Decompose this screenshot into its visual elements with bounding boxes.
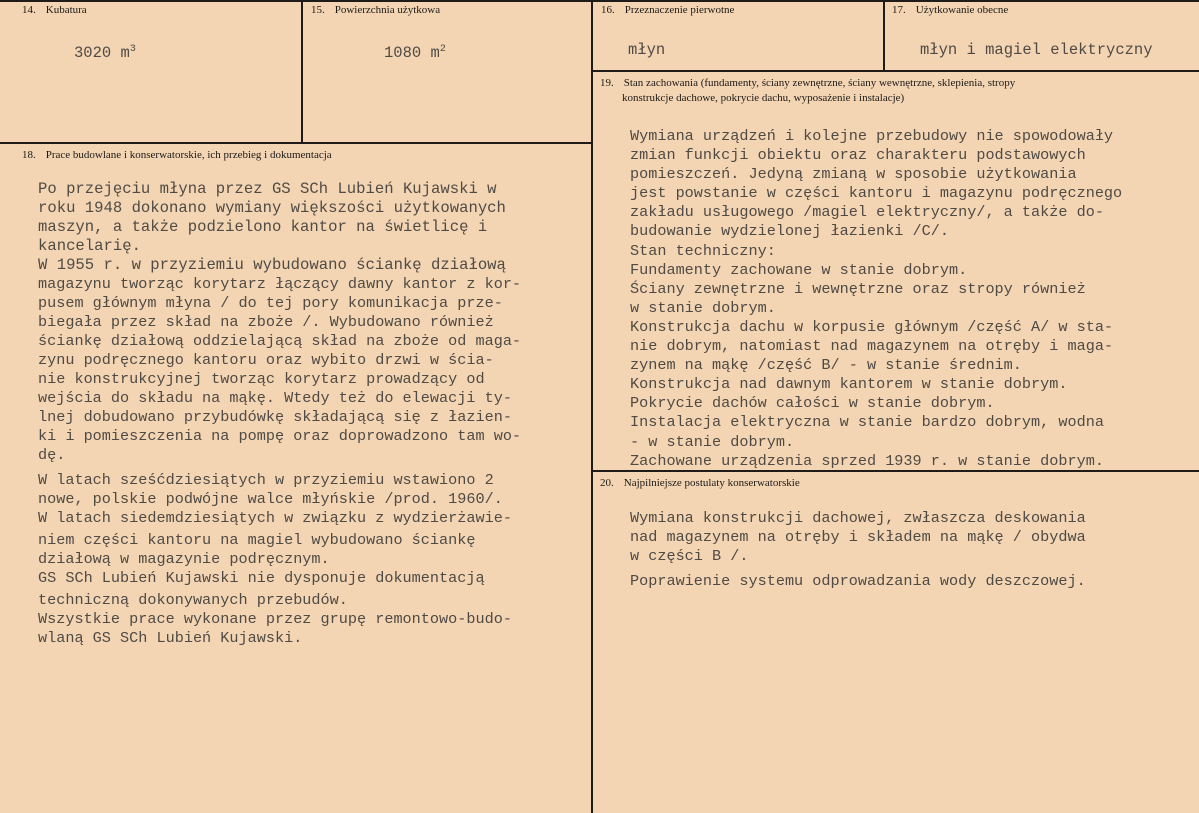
text-line: działową w magazynie podręcznym. [38,550,330,568]
text-line: ki i pomieszczenia na pompę oraz doprowadzono tam wo- [38,427,522,445]
text-line: nie konstrukcyjnej tworząc korytarz prowadzący od [38,370,485,388]
text-line: Pokrycie dachów całości w stanie dobrym. [630,394,995,413]
text-line: dę. [38,446,66,464]
field-20-title: Najpilniejsze postulaty konserwatorskie [623,477,800,489]
powierzchnia-unit-exponent: 2 [439,43,446,55]
text-line: Wymiana urządzeń i kolejne przebudowy nie spowodowały [630,127,1114,145]
text-line: budowanie wydzielonej łazienki /C/. [630,222,949,241]
field-15-value [384,44,446,62]
text-line: ściankę działową oddzielającą skład na zboże od maga- [38,332,522,350]
text-line: zynem na mąkę /część B/ - w stanie średnim. [630,356,1022,375]
field-16-value: młyn [628,41,666,59]
text-line: wlaną GS SCh Lubień Kujawski. [38,629,303,647]
text-line: zakładu usługowego /magiel elektryczny/, a także do- [630,203,1104,222]
text-line: pusem głównym młyna / do tej pory komunikacja prze- [38,294,503,312]
field-18-label [22,149,332,161]
text-line: techniczną dokonywanych przebudów. [38,591,348,609]
field-17-number: 17. [892,4,906,16]
text-line: Wymiana konstrukcji dachowej, zwłaszcza deskowania [630,509,1086,527]
text-line: maszyn, a także podzielono kantor na świetlicę i [38,218,488,236]
text-line: Fundamenty zachowane w stanie dobrym. [630,260,968,279]
field-16-title: Przeznaczenie pierwotne [624,4,735,16]
field-14-number: 14. [22,4,36,16]
text-line: lnej dobudowano przybudówkę składającą się z łazien- [38,408,512,426]
field-20-number: 20. [600,477,614,489]
text-line: nad magazynem na otręby i składem na mąkę / obydwa [630,528,1086,546]
text-line: jest powstanie w części kantoru i magazynu podręcznego [630,184,1123,203]
text-line: kancelarię. [38,237,141,255]
text-line: w stanie dobrym. [630,298,776,317]
text-line: niem części kantoru na magiel wybudowano ściankę [38,531,476,549]
field-19-label [600,76,1015,106]
text-line: Instalacja elektryczna w stanie bardzo dobrym, wodna [630,413,1104,432]
text-line: nie dobrym, natomiast nad magazynem na otręby i maga- [630,337,1114,356]
divider-14-15 [301,0,303,142]
text-line: wejścia do składu na mąkę. Wtedy też do elewacji ty- [38,389,512,407]
powierzchnia-value: 1080 m [384,44,440,62]
text-line: - w stanie dobrym. [630,432,795,451]
field-15-label [311,4,440,16]
text-line: zynu podręcznego kantoru oraz wybito drzwi w ścia- [38,351,494,369]
field-14-label [22,4,87,16]
field-17-value: młyn i magiel elektryczny [920,41,1153,59]
divider-15-18 [0,142,592,144]
field-17-label [892,4,1008,16]
text-line: GS SCh Lubień Kujawski nie dysponuje dokumentacją [38,569,485,587]
text-line: W latach siedemdziesiątych w związku z wydzierżawie- [38,509,512,527]
field-14-title: Kubatura [45,4,87,16]
text-line: nowe, polskie podwójne walce młyńskie /prod. 1960/. [38,490,503,508]
field-14-value [74,44,136,62]
text-line: Poprawienie systemu odprowadzania wody deszczowej. [630,572,1086,590]
field-20-label [600,477,800,489]
field-19-title-line2: konstrukcje dachowe, pokrycie dachu, wyposażenie i instalacje) [622,92,905,104]
text-line: magazynu tworząc korytarz łączący dawny kantor z kor- [38,275,522,293]
field-19-text [630,127,1122,471]
text-line: W latach sześćdziesiątych w przyziemiu wstawiono 2 [38,471,494,489]
field-16-number: 16. [601,4,615,16]
text-line: W 1955 r. w przyziemiu wybudowano ściankę działową [38,256,506,274]
divider-row1-19 [591,70,1199,72]
field-18-title: Prace budowlane i konserwatorskie, ich przebieg i dokumentacja [45,149,332,161]
kubatura-value: 3020 m [74,44,130,62]
field-18-number: 18. [22,149,36,161]
text-line: Konstrukcja dachu w korpusie głównym /część A/ w sta- [630,317,1114,336]
text-line: Wszystkie prace wykonane przez grupę remontowo-budo- [38,610,512,628]
field-16-label [601,4,734,16]
divider-left-right [591,142,593,813]
divider-16-17 [883,0,885,70]
text-line: Stan techniczny: [630,241,776,260]
top-border [0,0,1199,2]
field-17-title: Użytkowanie obecne [915,4,1009,16]
field-18-text [38,180,521,648]
text-line: zmian funkcji obiektu oraz charakteru podstawowych [630,146,1086,165]
text-line: Konstrukcja nad dawnym kantorem w stanie dobrym. [630,375,1068,394]
kubatura-unit-exponent: 3 [129,43,136,55]
text-line: Po przejęciu młyna przez GS SCh Lubień Kujawski w [38,180,497,198]
field-15-number: 15. [311,4,325,16]
text-line: w części B /. [630,547,749,565]
text-line: pomieszczeń. Jedyną zmianą w sposobie użytkowania [630,165,1077,184]
text-line: Ściany zewnętrzne i wewnętrzne oraz stropy również [630,279,1086,298]
field-20-text [630,509,1086,591]
text-line: Zachowane urządzenia sprzed 1939 r. w stanie dobrym. [630,451,1104,470]
field-19-title-line1: Stan zachowania (fundamenty, ściany zewnętrzne, ściany wewnętrzne, sklepienia, stropy [623,77,1016,89]
text-line: biegała przez skład na zboże /. Wybudowano również [38,313,494,331]
field-19-number: 19. [600,77,614,89]
text-line: roku 1948 dokonano wymiany większości użytkowanych [38,199,506,217]
field-15-title: Powierzchnia użytkowa [334,4,441,16]
